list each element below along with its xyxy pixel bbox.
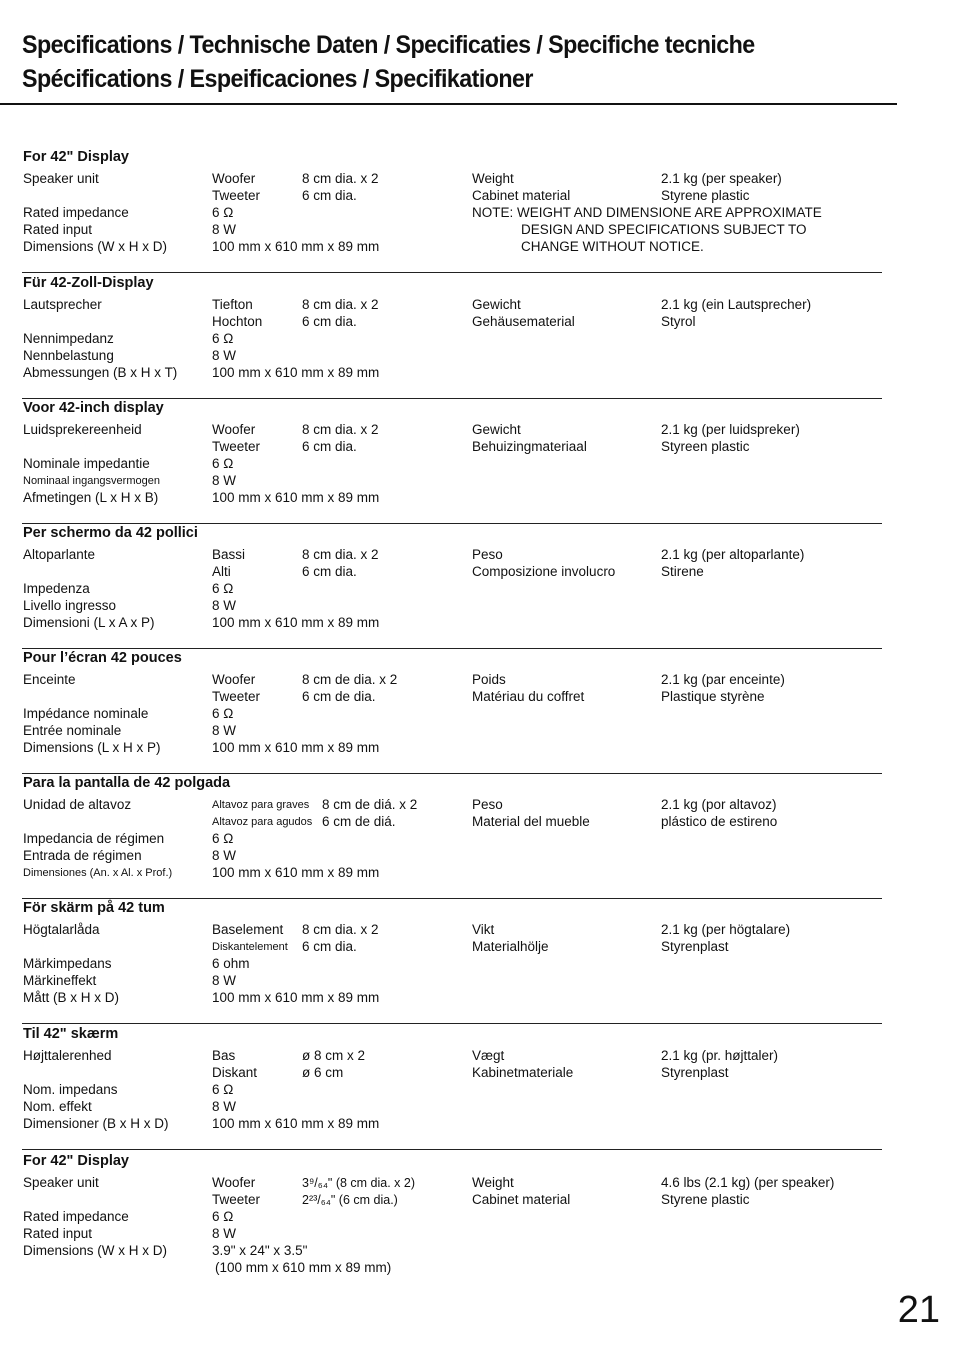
dimensions-label: Dimensiones (An. x Al. x Prof.) xyxy=(23,867,173,879)
dimensions-label: Dimensioner (B x H x D) xyxy=(23,1116,169,1131)
section-divider xyxy=(22,1149,882,1150)
note-line-2: DESIGN AND SPECIFICATIONS SUBJECT TO xyxy=(521,222,807,237)
input-label: Entrée nominale xyxy=(23,723,122,738)
input-label: Entrada de régimen xyxy=(23,848,142,863)
tweeter-label: Tweeter xyxy=(212,188,261,203)
tweeter-label: Altavoz para agudos xyxy=(212,816,313,828)
impedance-value: 6 Ω xyxy=(212,456,234,471)
spec-section-french xyxy=(22,649,882,774)
cabinet-value: Plastique styrène xyxy=(661,689,765,704)
input-label: Nom. effekt xyxy=(23,1099,92,1114)
impedance-label: Impedenza xyxy=(23,581,90,596)
woofer-label: Altavoz para graves xyxy=(212,799,310,811)
weight-label: Vikt xyxy=(472,922,495,937)
cabinet-label: Matériau du coffret xyxy=(472,689,585,704)
dimensions-label: Abmessungen (B x H x T) xyxy=(23,365,178,380)
speaker-unit-label: Unidad de altavoz xyxy=(23,797,132,812)
impedance-label: Nennimpedanz xyxy=(23,331,114,346)
dimensions-label: Dimensioni (L x A x P) xyxy=(23,615,155,630)
impedance-label: Nom. impedans xyxy=(23,1082,118,1097)
input-value: 8 W xyxy=(212,222,237,237)
weight-value: 2.1 kg (per högtalare) xyxy=(661,922,791,937)
input-label: Märkineffekt xyxy=(23,973,97,988)
input-value: 8 W xyxy=(212,1226,237,1241)
spec-section-english-imperial xyxy=(22,1152,882,1282)
weight-label: Peso xyxy=(472,547,503,562)
speaker-unit-label: Enceinte xyxy=(23,672,76,687)
weight-label: Weight xyxy=(472,1175,514,1190)
weight-label: Vægt xyxy=(472,1048,505,1063)
dimensions-value: 100 mm x 610 mm x 89 mm xyxy=(212,865,380,880)
section-heading: For 42" Display xyxy=(23,149,129,165)
speaker-unit-label: Højttalerenhed xyxy=(23,1048,112,1063)
weight-value: 2.1 kg (per speaker) xyxy=(661,171,782,186)
note-line-3: CHANGE WITHOUT NOTICE. xyxy=(521,239,704,254)
weight-label: Peso xyxy=(472,797,503,812)
impedance-value: 6 Ω xyxy=(212,1082,234,1097)
input-value: 8 W xyxy=(212,473,237,488)
tweeter-value: 6 cm dia. xyxy=(302,939,357,954)
tweeter-value: 6 cm de dia. xyxy=(302,689,376,704)
section-heading: For 42" Display xyxy=(23,1153,129,1169)
weight-value: 2.1 kg (pr. højttaler) xyxy=(661,1048,779,1063)
weight-label: Gewicht xyxy=(472,297,521,312)
cabinet-value: Styrene plastic xyxy=(661,1192,750,1207)
input-value: 8 W xyxy=(212,1099,237,1114)
cabinet-value: Styreen plastic xyxy=(661,439,750,454)
dimensions-value: 100 mm x 610 mm x 89 mm xyxy=(212,990,380,1005)
weight-label: Weight xyxy=(472,171,514,186)
spec-section-english xyxy=(22,148,882,273)
section-divider xyxy=(22,1023,882,1024)
tweeter-value: 2²³/₆₄" (6 cm dia.) xyxy=(302,1193,398,1207)
woofer-value: ø 8 cm x 2 xyxy=(302,1048,366,1063)
input-label: Rated input xyxy=(23,222,93,237)
woofer-label: Bassi xyxy=(212,547,246,562)
input-value: 8 W xyxy=(212,973,237,988)
spec-section-swedish xyxy=(22,899,882,1024)
dimensions-value: 100 mm x 610 mm x 89 mm xyxy=(212,740,380,755)
tweeter-label: Alti xyxy=(212,564,231,579)
dimensions-value: 100 mm x 610 mm x 89 mm xyxy=(212,615,380,630)
woofer-label: Tiefton xyxy=(212,297,253,312)
input-value: 8 W xyxy=(212,723,237,738)
weight-label: Gewicht xyxy=(472,422,521,437)
cabinet-value: Stirene xyxy=(661,564,704,579)
cabinet-label: Behuizingmateriaal xyxy=(472,439,587,454)
cabinet-value: Styrenplast xyxy=(661,1065,729,1080)
cabinet-label: Materialhölje xyxy=(472,939,549,954)
tweeter-label: Tweeter xyxy=(212,439,261,454)
cabinet-label: Gehäusematerial xyxy=(472,314,575,329)
note-line-1: NOTE: WEIGHT AND DIMENSIONE ARE APPROXIMATE xyxy=(472,205,822,220)
impedance-label: Nominale impedantie xyxy=(23,456,150,471)
section-heading: Pour l’écran 42 pouces xyxy=(23,650,182,666)
dimensions-label: Dimensions (W x H x D) xyxy=(23,1243,168,1258)
tweeter-label: Hochton xyxy=(212,314,263,329)
woofer-label: Woofer xyxy=(212,1175,256,1190)
dimensions-value: 100 mm x 610 mm x 89 mm xyxy=(212,1116,380,1131)
weight-value: 4.6 lbs (2.1 kg) (per speaker) xyxy=(661,1175,835,1190)
woofer-value: 8 cm de dia. x 2 xyxy=(302,672,398,687)
woofer-label: Baselement xyxy=(212,922,284,937)
speaker-unit-label: Luidsprekereenheid xyxy=(23,422,142,437)
woofer-label: Bas xyxy=(212,1048,236,1063)
tweeter-label: Tweeter xyxy=(212,689,261,704)
spec-section-italian xyxy=(22,524,882,649)
impedance-value: 6 ohm xyxy=(212,956,250,971)
impedance-value: 6 Ω xyxy=(212,706,234,721)
title-rule xyxy=(0,103,897,105)
input-label: Nominaal ingangsvermogen xyxy=(23,475,160,487)
section-heading: Per schermo da 42 pollici xyxy=(23,525,198,541)
cabinet-label: Material del mueble xyxy=(472,814,590,829)
input-label: Rated input xyxy=(23,1226,93,1241)
cabinet-value: plástico de estireno xyxy=(661,814,778,829)
tweeter-value: 6 cm dia. xyxy=(302,188,357,203)
spec-section-dutch xyxy=(22,399,882,524)
dimensions-label: Dimensions (W x H x D) xyxy=(23,239,168,254)
speaker-unit-label: Altoparlante xyxy=(23,547,96,562)
impedance-value: 6 Ω xyxy=(212,331,234,346)
tweeter-value: 6 cm dia. xyxy=(302,314,357,329)
input-label: Livello ingresso xyxy=(23,598,117,613)
dimensions-value: 3.9" x 24" x 3.5" xyxy=(212,1243,308,1258)
impedance-label: Impedancia de régimen xyxy=(23,831,165,846)
woofer-value: 8 cm dia. x 2 xyxy=(302,422,379,437)
speaker-unit-label: Högtalarlåda xyxy=(23,922,100,937)
section-heading: Voor 42-inch display xyxy=(23,400,164,416)
cabinet-value: Styrene plastic xyxy=(661,188,750,203)
section-heading: Para la pantalla de 42 polgada xyxy=(23,775,231,791)
tweeter-value: 6 cm dia. xyxy=(302,564,357,579)
woofer-value: 8 cm dia. x 2 xyxy=(302,547,379,562)
input-value: 8 W xyxy=(212,598,237,613)
cabinet-value: Styrol xyxy=(661,314,696,329)
cabinet-value: Styrenplast xyxy=(661,939,729,954)
weight-value: 2.1 kg (per luidspreker) xyxy=(661,422,800,437)
dimensions-value-metric: (100 mm x 610 mm x 89 mm) xyxy=(215,1260,392,1275)
speaker-unit-label: Speaker unit xyxy=(23,1175,99,1190)
weight-value: 2.1 kg (ein Lautsprecher) xyxy=(661,297,812,312)
woofer-value: 3⁹/₆₄" (8 cm dia. x 2) xyxy=(302,1176,416,1190)
tweeter-value: ø 6 cm xyxy=(302,1065,344,1080)
woofer-label: Woofer xyxy=(212,672,256,687)
weight-value: 2.1 kg (par enceinte) xyxy=(661,672,785,687)
woofer-label: Woofer xyxy=(212,171,256,186)
cabinet-label: Cabinet material xyxy=(472,188,571,203)
tweeter-label: Diskant xyxy=(212,1065,258,1080)
impedance-label: Impédance nominale xyxy=(23,706,149,721)
cabinet-label: Cabinet material xyxy=(472,1192,571,1207)
section-divider xyxy=(22,272,882,273)
woofer-value: 8 cm dia. x 2 xyxy=(302,171,379,186)
page-number: 21 xyxy=(897,1289,940,1331)
impedance-value: 6 Ω xyxy=(212,831,234,846)
dimensions-value: 100 mm x 610 mm x 89 mm xyxy=(212,239,380,254)
weight-value: 2.1 kg (per altoparlante) xyxy=(661,547,805,562)
dimensions-label: Afmetingen (L x H x B) xyxy=(23,490,159,505)
impedance-value: 6 Ω xyxy=(212,205,234,220)
tweeter-label: Tweeter xyxy=(212,1192,261,1207)
cabinet-label: Composizione involucro xyxy=(472,564,616,579)
impedance-label: Rated impedance xyxy=(23,205,129,220)
woofer-value: 8 cm dia. x 2 xyxy=(302,297,379,312)
title-line-2: Spécifications / Espeificaciones / Specifikationer xyxy=(22,65,533,93)
title-line-1: Specifications / Technische Daten / Specificaties / Specifiche tecniche xyxy=(22,31,755,59)
page-title xyxy=(22,28,755,96)
dimensions-value: 100 mm x 610 mm x 89 mm xyxy=(212,490,380,505)
weight-label: Poids xyxy=(472,672,506,687)
impedance-value: 6 Ω xyxy=(212,581,234,596)
woofer-value: 8 cm de diá. x 2 xyxy=(322,797,418,812)
cabinet-label: Kabinetmateriale xyxy=(472,1065,574,1080)
spec-section-danish xyxy=(22,1025,882,1150)
tweeter-value: 6 cm de diá. xyxy=(322,814,396,829)
tweeter-value: 6 cm dia. xyxy=(302,439,357,454)
input-value: 8 W xyxy=(212,848,237,863)
dimensions-value: 100 mm x 610 mm x 89 mm xyxy=(212,365,380,380)
input-label: Nennbelastung xyxy=(23,348,114,363)
section-heading: Til 42" skærm xyxy=(23,1026,119,1042)
speaker-unit-label: Speaker unit xyxy=(23,171,99,186)
spec-section-german xyxy=(22,274,882,399)
input-value: 8 W xyxy=(212,348,237,363)
spec-section-spanish xyxy=(22,774,882,899)
section-heading: För skärm på 42 tum xyxy=(23,900,165,916)
woofer-value: 8 cm dia. x 2 xyxy=(302,922,379,937)
dimensions-label: Dimensions (L x H x P) xyxy=(23,740,161,755)
tweeter-label: Diskantelement xyxy=(212,941,288,953)
impedance-label: Märkimpedans xyxy=(23,956,112,971)
dimensions-label: Mått (B x H x D) xyxy=(23,990,120,1005)
impedance-label: Rated impedance xyxy=(23,1209,129,1224)
impedance-value: 6 Ω xyxy=(212,1209,234,1224)
woofer-label: Woofer xyxy=(212,422,256,437)
weight-value: 2.1 kg (por altavoz) xyxy=(661,797,777,812)
section-heading: Für 42-Zoll-Display xyxy=(23,275,154,291)
speaker-unit-label: Lautsprecher xyxy=(23,297,102,312)
